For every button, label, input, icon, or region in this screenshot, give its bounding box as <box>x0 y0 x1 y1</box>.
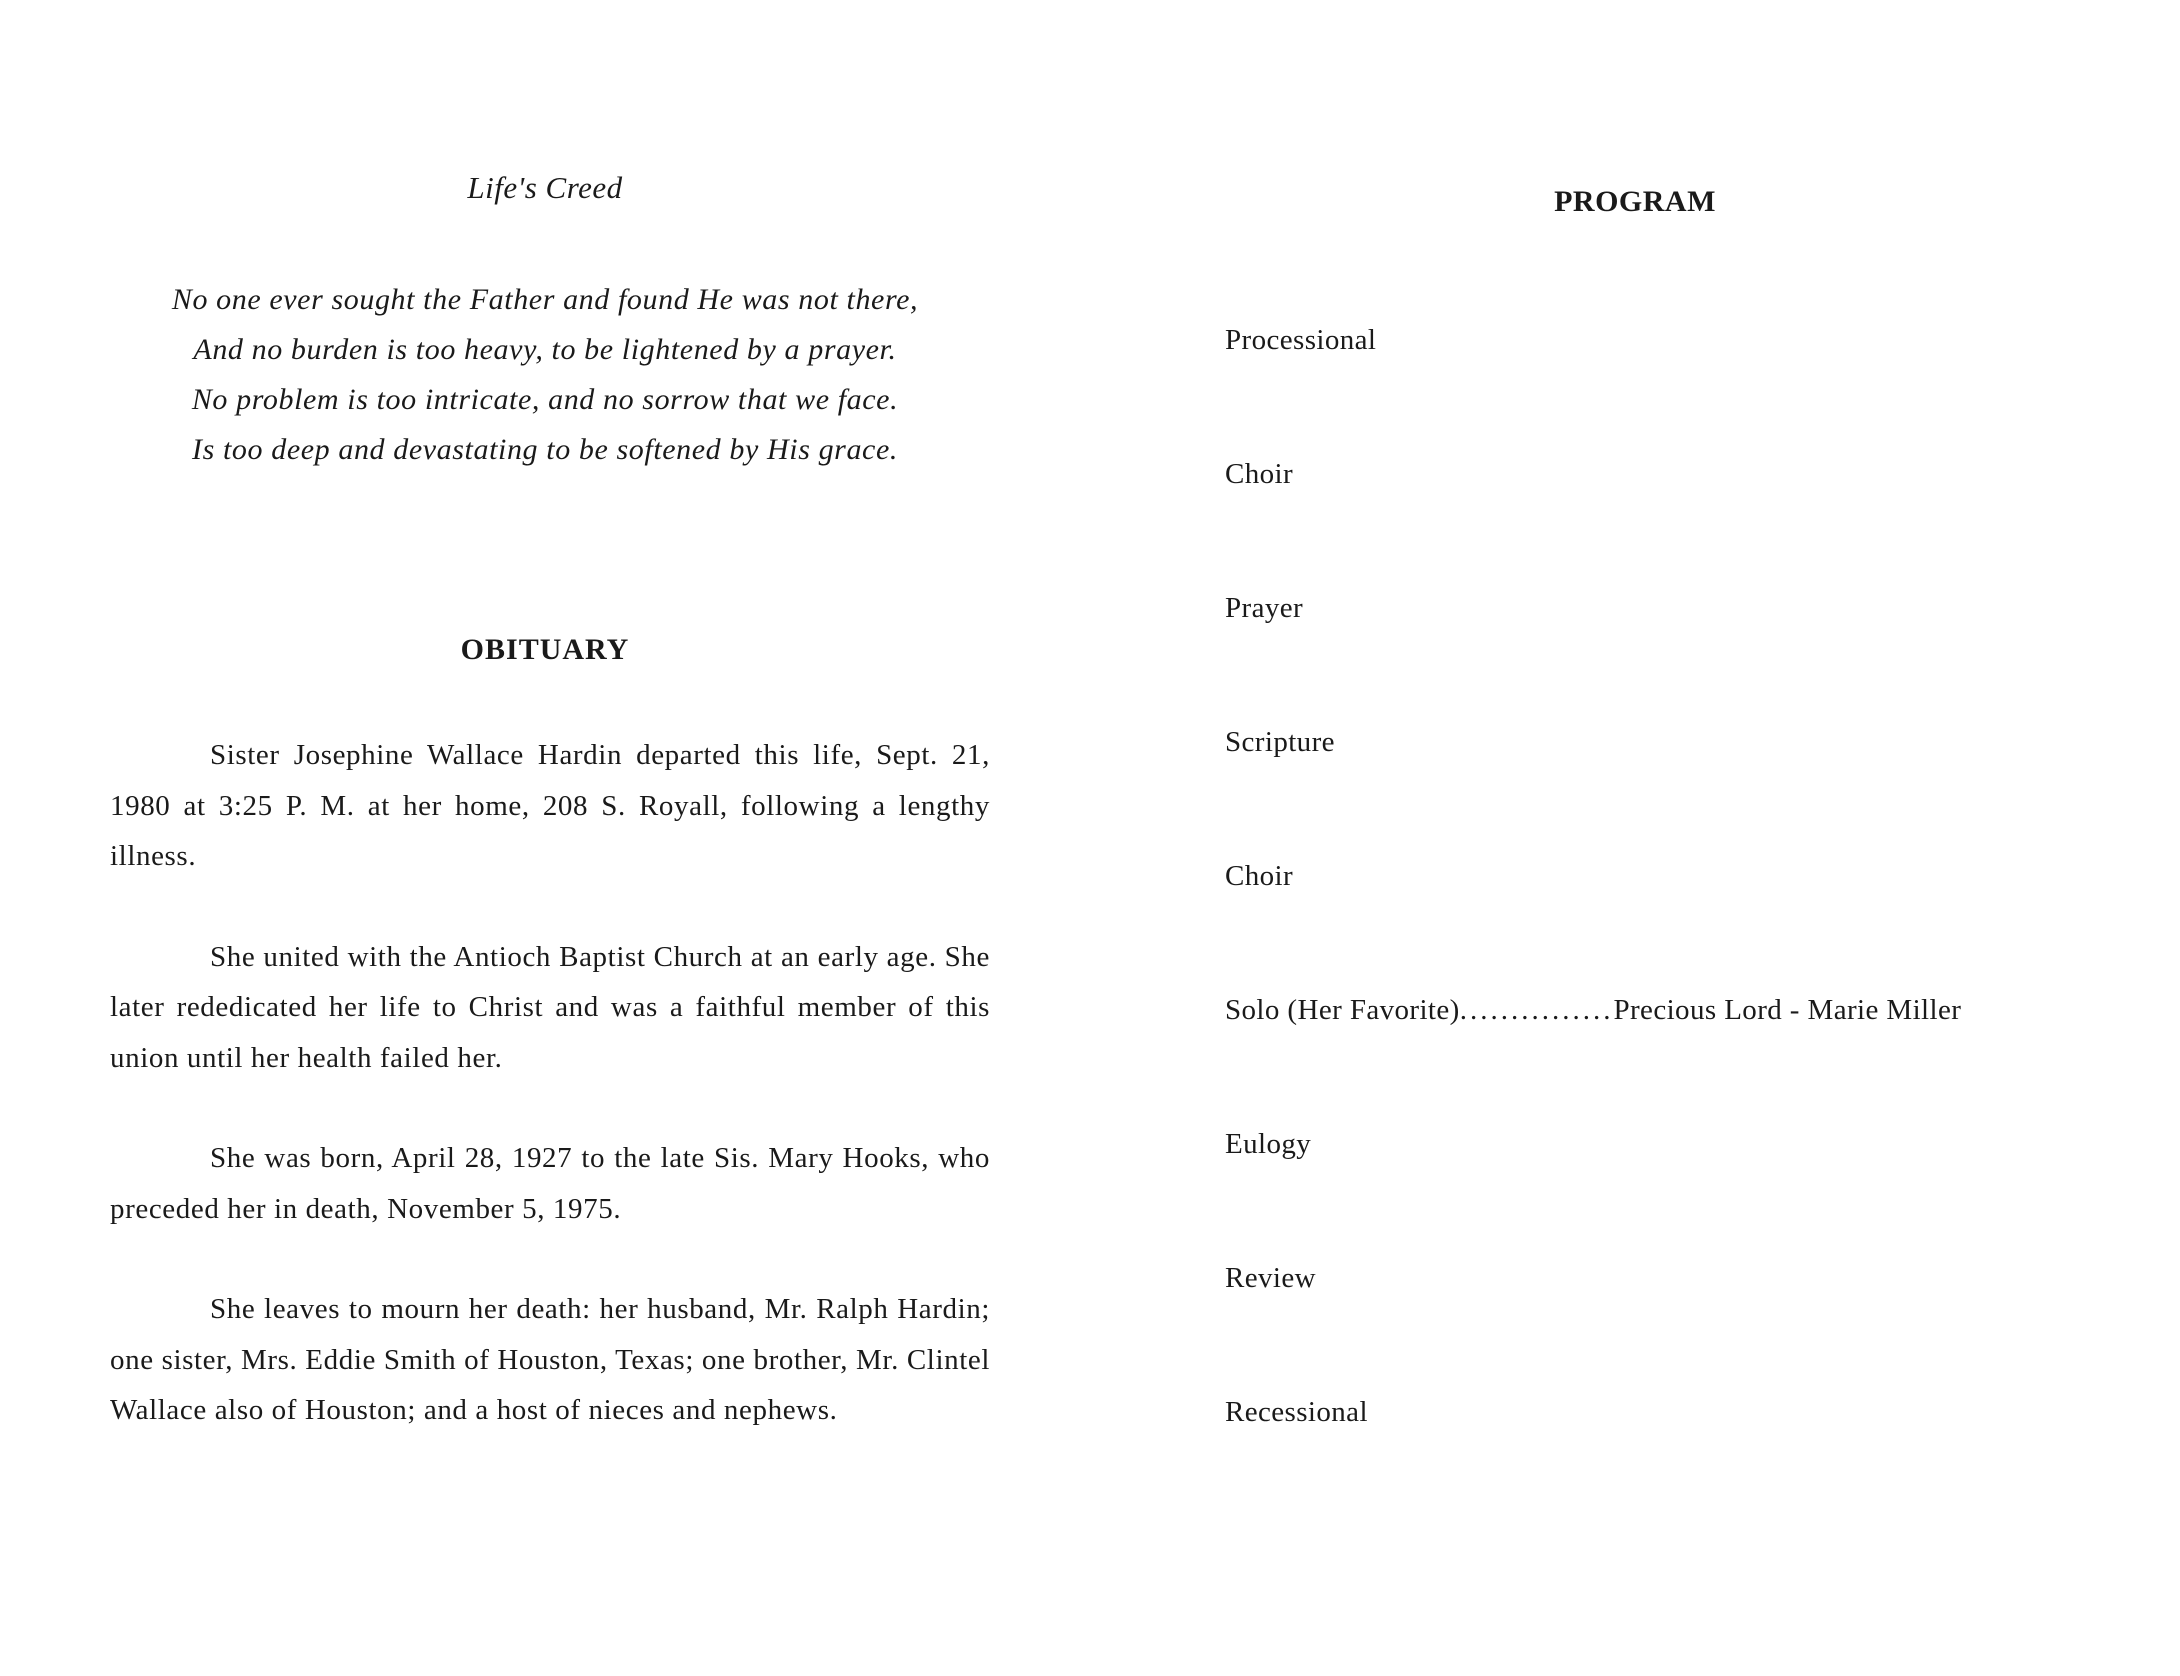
program-item <box>1225 588 2165 722</box>
obituary-body <box>110 730 990 1486</box>
creed-line: No problem is too intricate, and no sorrow that we face. <box>191 383 899 416</box>
program-item <box>1225 856 2165 990</box>
creed-title: Life's Creed <box>467 170 623 205</box>
right-page <box>1090 0 2180 1676</box>
obituary-paragraph: Sister Josephine Wallace Hardin departed this life, Sept. 21, 1980 at 3:25 P. M. at her home, 208 S. Royall, following a lengthy illness. <box>110 739 990 872</box>
program-item-detail: Precious Lord - Marie Miller <box>1613 994 1962 1026</box>
program-item <box>1225 1258 2165 1392</box>
creed-poem <box>0 275 1090 475</box>
program-item <box>1225 1124 2165 1258</box>
program-item-label: Eulogy <box>1225 1128 1312 1160</box>
creed-line: Is too deep and devastating to be softened by His grace. <box>192 433 898 466</box>
program-item-label: Choir <box>1225 860 1294 892</box>
program-item-label: Processional <box>1225 324 1377 356</box>
program-item <box>1225 320 2165 454</box>
program-item <box>1225 722 2165 856</box>
program-item-label: Solo (Her Favorite) <box>1225 994 1460 1026</box>
program-item-label: Scripture <box>1225 726 1335 758</box>
obituary-paragraph: She leaves to mourn her death: her husband, Mr. Ralph Hardin; one sister, Mrs. Eddie Smith of Houston, Texas; one brother, Mr. Clintel Wallace also of Houston; and a host of nieces and nephews. <box>110 1293 990 1426</box>
program-title: PROGRAM <box>1554 185 1716 218</box>
obituary-paragraph: She united with the Antioch Baptist Church at an early age. She later rededicated her life to Christ and was a faithful member of this union until her health failed her. <box>110 940 990 1074</box>
program-item-solo <box>1225 990 2165 1124</box>
obituary-paragraph: She was born, April 28, 1927 to the late Sis. Mary Hooks, who preceded her in death, November 5, 1975. <box>110 1142 990 1225</box>
obituary-title: OBITUARY <box>460 633 630 666</box>
program-item-label: Recessional <box>1225 1396 1368 1428</box>
program-item-label: Prayer <box>1225 592 1304 624</box>
creed-line: And no burden is too heavy, to be lightened by a prayer. <box>193 333 897 366</box>
program-item <box>1225 454 2165 588</box>
program-item-label: Choir <box>1225 458 1294 490</box>
dot-leader: ............... <box>1459 994 1614 1026</box>
program-list <box>1225 320 2165 1526</box>
program-item-label: Review <box>1225 1262 1316 1294</box>
program-item <box>1225 1392 2165 1526</box>
creed-line: No one ever sought the Father and found He was not there, <box>171 283 919 316</box>
